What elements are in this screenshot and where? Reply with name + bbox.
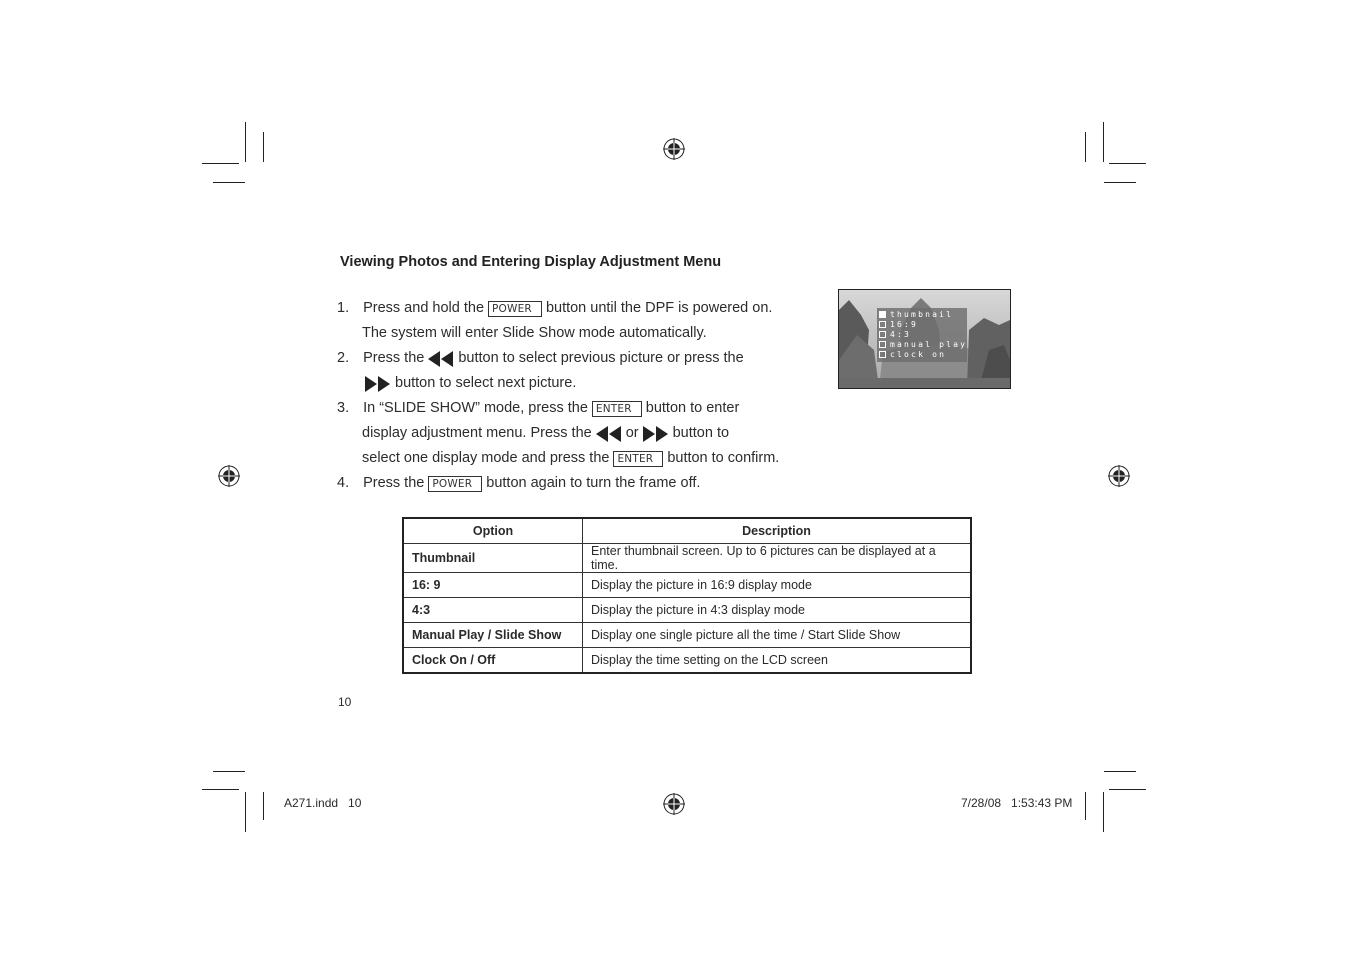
registration-mark-icon xyxy=(663,138,685,160)
option-cell: Manual Play / Slide Show xyxy=(403,623,583,648)
enter-key-label: ENTER xyxy=(613,451,663,467)
power-key-label: POWER xyxy=(488,301,542,317)
table-row xyxy=(403,648,971,674)
step-number: 1. xyxy=(337,300,350,316)
step-text: button again to turn the frame off. xyxy=(486,475,701,491)
step-text: button to select previous picture or press the xyxy=(458,350,744,366)
column-header: Option xyxy=(403,518,583,544)
description-cell: Enter thumbnail screen. Up to 6 pictures can be displayed at a time. xyxy=(583,544,972,573)
step-3-line-2 xyxy=(362,421,729,446)
step-3-line-1 xyxy=(337,396,739,421)
crop-mark xyxy=(1109,163,1146,164)
crop-mark xyxy=(213,182,245,183)
registration-mark-icon xyxy=(663,793,685,815)
registration-mark-icon xyxy=(218,465,240,487)
crop-mark xyxy=(245,122,246,162)
step-number: 2. xyxy=(337,350,350,366)
description-cell: Display the picture in 16:9 display mode xyxy=(583,573,972,598)
step-text: Press the xyxy=(363,475,425,491)
description-cell: Display one single picture all the time / Start Slide Show xyxy=(583,623,972,648)
crop-mark xyxy=(202,789,239,790)
checkbox-icon xyxy=(879,321,886,328)
crop-mark xyxy=(263,792,264,820)
table-header-row xyxy=(403,518,971,544)
checkbox-icon xyxy=(879,341,886,348)
step-4-line-1 xyxy=(337,471,700,496)
registration-mark-icon xyxy=(1108,465,1130,487)
file-slug: A271.indd 10 xyxy=(284,796,362,810)
step-text: button to xyxy=(672,425,730,441)
step-text: button to select next picture. xyxy=(395,375,577,391)
osd-item: 16:9 xyxy=(879,320,918,330)
step-text: button to confirm. xyxy=(667,450,780,466)
step-2-line-1 xyxy=(337,346,744,371)
option-cell: 4:3 xyxy=(403,598,583,623)
checkbox-icon xyxy=(879,331,886,338)
step-text: Press and hold the xyxy=(363,300,485,316)
step-1-line-2 xyxy=(362,321,707,346)
screen-illustration xyxy=(838,289,1011,389)
option-cell: Clock On / Off xyxy=(403,648,583,674)
crop-mark xyxy=(1109,789,1146,790)
osd-menu xyxy=(877,308,967,362)
crop-mark xyxy=(1085,792,1086,820)
osd-item: clock on xyxy=(879,350,946,360)
step-number: 4. xyxy=(337,475,350,491)
section-heading: Viewing Photos and Entering Display Adjustment Menu xyxy=(340,254,722,270)
step-text: Press the xyxy=(363,350,425,366)
checkbox-icon xyxy=(879,311,886,318)
enter-key-label: ENTER xyxy=(592,401,642,417)
fast-forward-icon xyxy=(365,376,391,392)
description-cell: Display the picture in 4:3 display mode xyxy=(583,598,972,623)
timestamp-slug: 7/28/08 1:53:43 PM xyxy=(961,796,1073,810)
step-text: display adjustment menu. Press the xyxy=(362,425,592,441)
rewind-icon xyxy=(596,426,622,442)
rewind-icon xyxy=(428,351,454,367)
step-text: In “SLIDE SHOW” mode, press the xyxy=(363,400,588,416)
fast-forward-icon xyxy=(643,426,669,442)
table-row xyxy=(403,544,971,573)
table-row xyxy=(403,598,971,623)
step-text: The system will enter Slide Show mode automatically. xyxy=(362,325,707,341)
crop-mark xyxy=(1103,792,1104,832)
step-number: 3. xyxy=(337,400,350,416)
page-number: 10 xyxy=(338,695,352,709)
table-row xyxy=(403,623,971,648)
crop-mark xyxy=(213,771,245,772)
description-cell: Display the time setting on the LCD screen xyxy=(583,648,972,674)
checkbox-icon xyxy=(879,351,886,358)
crop-mark xyxy=(263,132,264,162)
step-text: button until the DPF is powered on. xyxy=(545,300,773,316)
step-2-line-2 xyxy=(365,371,576,396)
crop-mark xyxy=(1104,771,1136,772)
osd-item: thumbnail xyxy=(879,310,953,320)
step-text: select one display mode and press the xyxy=(362,450,610,466)
step-3-line-3 xyxy=(362,446,779,471)
options-table xyxy=(402,517,972,674)
osd-item: manual play xyxy=(879,340,967,350)
crop-mark xyxy=(202,163,239,164)
column-header: Description xyxy=(583,518,972,544)
step-text: button to enter xyxy=(645,400,740,416)
osd-item: 4:3 xyxy=(879,330,911,340)
crop-mark xyxy=(1104,182,1136,183)
power-key-label: POWER xyxy=(428,476,482,492)
option-cell: 16: 9 xyxy=(403,573,583,598)
crop-mark xyxy=(1085,132,1086,162)
option-cell: Thumbnail xyxy=(403,544,583,573)
step-1-line-1 xyxy=(337,296,772,321)
crop-mark xyxy=(1103,122,1104,162)
crop-mark xyxy=(245,792,246,832)
step-text: or xyxy=(625,425,639,441)
table-row xyxy=(403,573,971,598)
